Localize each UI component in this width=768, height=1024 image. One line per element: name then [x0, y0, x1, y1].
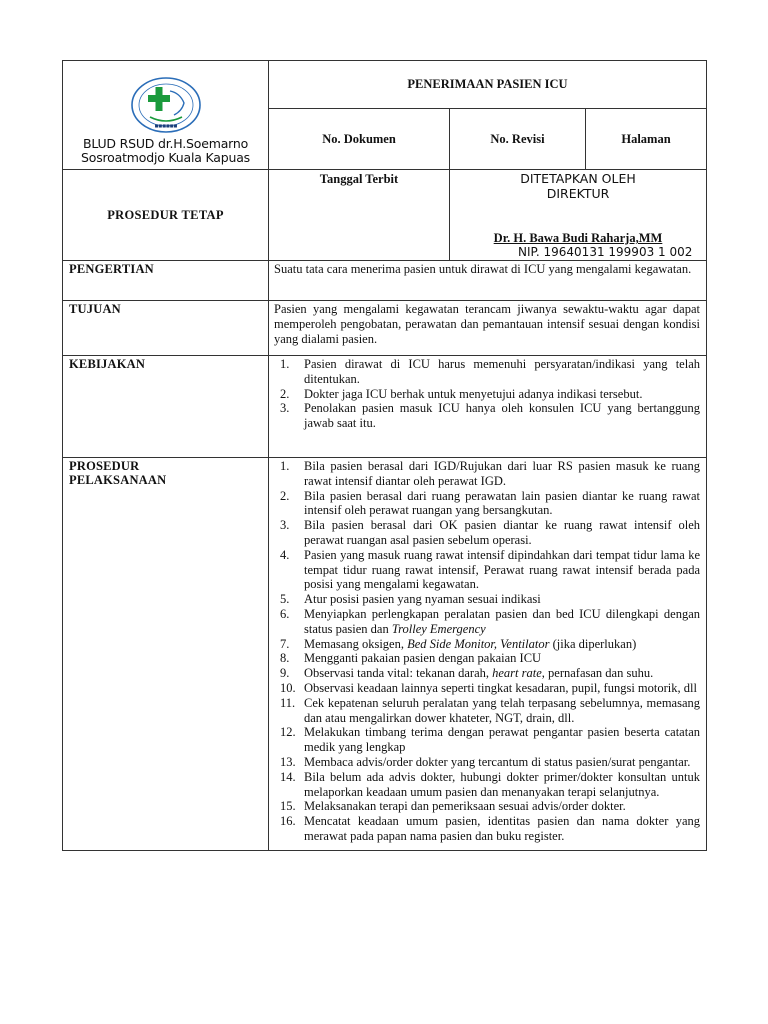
halaman-header: Halaman	[586, 109, 707, 170]
prosedur-label-line1: PROSEDUR	[69, 459, 140, 473]
pengertian-label: PENGERTIAN	[63, 261, 269, 301]
prosedur-list-cell	[269, 458, 707, 851]
list-item: 2. Bila pasien berasal dari ruang perawatan lain pasien diantar ke ruang rawat intensif oleh perawat ruangan yang bersangkutan.	[280, 488, 700, 518]
svg-text:■■■■■■: ■■■■■■	[154, 123, 177, 128]
director-nip: NIP. 19640131 199903 1 002	[518, 245, 693, 259]
kebijakan-list-cell	[269, 356, 707, 458]
direktur-title: DIREKTUR	[546, 186, 610, 201]
list-item: 6. Menyiapkan perlengkapan peralatan pasien dan bed ICU dilengkapi dengan status pasien dan Trolley Emergency	[280, 606, 700, 636]
pengertian-text: Suatu tata cara menerima pasien untuk dirawat di ICU yang mengalami kegawatan.	[274, 262, 692, 276]
list-item: 13. Membaca advis/order dokter yang tercantum di status pasien/surat pengantar.	[280, 754, 691, 769]
list-item: 1. Pasien dirawat di ICU harus memenuhi persyaratan/indikasi yang telah ditentukan.	[280, 357, 700, 386]
list-item: 14. Bila belum ada advis dokter, hubungi dokter primer/dokter konsultan untuk melaporkan keadaan umum pasien dan menanyakan terapi selanjutnya.	[280, 769, 700, 799]
list-item: 3. Penolakan pasien masuk ICU hanya oleh konsulen ICU yang bertanggung jawab saat itu.	[280, 401, 700, 431]
list-item: 12. Melakukan timbang terima dengan perawat pengantar pasien beserta catatan medik yang lengkap	[280, 725, 700, 755]
list-item: 5. Atur posisi pasien yang nyaman sesuai indikasi	[280, 592, 541, 607]
list-item: 1. Bila pasien berasal dari IGD/Rujukan dari luar RS pasien masuk ke ruang rawat intensif diantar oleh perawat IGD.	[280, 459, 700, 488]
hospital-logo-icon	[130, 75, 202, 135]
org-name-line1: BLUD RSUD dr.H.Soemarno	[82, 136, 249, 151]
pengertian-text-cell	[269, 261, 707, 301]
ditetapkan-oleh: DITETAPKAN OLEH	[520, 171, 636, 186]
no-dokumen-header: No. Dokumen	[269, 109, 450, 170]
sop-table	[62, 60, 707, 851]
document-title: PENERIMAAN PASIEN ICU	[269, 61, 707, 109]
director-name: Dr. H. Bawa Budi Raharja,MM	[493, 231, 663, 245]
list-item: 11. Cek kepatenan seluruh peralatan yang telah terpasang sebelumnya, memasang dan atau mengalirkan dower khateter, NGT, drain, dll.	[280, 695, 700, 725]
list-item: 15. Melaksanakan terapi dan pemeriksaan sesuai advis/order dokter.	[280, 799, 626, 814]
sop-document	[62, 60, 706, 851]
list-item: 8. Mengganti pakaian pasien dengan pakaian ICU	[280, 651, 542, 666]
list-item: 16. Mencatat keadaan umum pasien, identitas pasien dan nama dokter yang merawat pada papan nama pasien dan buku register.	[280, 814, 700, 843]
prosedur-label	[63, 458, 269, 851]
list-item: 9. Observasi tanda vital: tekanan darah, heart rate, pernafasan dan suhu.	[280, 666, 654, 681]
list-item: 10. Observasi keadaan lainnya seperti tingkat kesadaran, pupil, fungsi motorik, dll	[280, 680, 697, 695]
kebijakan-list	[274, 357, 700, 431]
prosedur-list	[274, 459, 700, 844]
org-name-line2: Sosroatmodjo Kuala Kapuas	[81, 150, 250, 165]
prosedur-tetap-label: PROSEDUR TETAP	[63, 170, 269, 261]
tujuan-text: Pasien yang mengalami kegawatan terancam jiwanya sewaktu-waktu agar dapat memperoleh pengobatan, perawatan dan pemantauan intensif sesuai dengan kondisi yang dialami pasien.	[274, 302, 700, 346]
no-revisi-header: No. Revisi	[450, 109, 586, 170]
hospital-identity-cell	[63, 61, 269, 170]
kebijakan-label: KEBIJAKAN	[63, 356, 269, 458]
tanggal-terbit-label: Tanggal Terbit	[269, 170, 450, 261]
list-item: 7. Memasang oksigen, Bed Side Monitor, Ventilator (jika diperlukan)	[280, 636, 637, 651]
list-item: 4. Pasien yang masuk ruang rawat intensif dipindahkan dari tempat tidur lama ke tempat tidur ruang rawat intensif, Perawat ruang rawat intensif berada pada posisi yang mengalami kegawatan.	[280, 547, 700, 592]
list-item: 2. Dokter jaga ICU berhak untuk menyetujui adanya indikasi tersebut.	[280, 386, 643, 401]
ditetapkan-cell	[450, 170, 707, 261]
list-item: 3. Bila pasien berasal dari OK pasien diantar ke ruang rawat intensif oleh perawat ruangan asal pasien sebelum operasi.	[280, 518, 700, 547]
tujuan-text-cell	[269, 301, 707, 356]
tujuan-label: TUJUAN	[63, 301, 269, 356]
prosedur-label-line2: PELAKSANAAN	[69, 473, 167, 487]
